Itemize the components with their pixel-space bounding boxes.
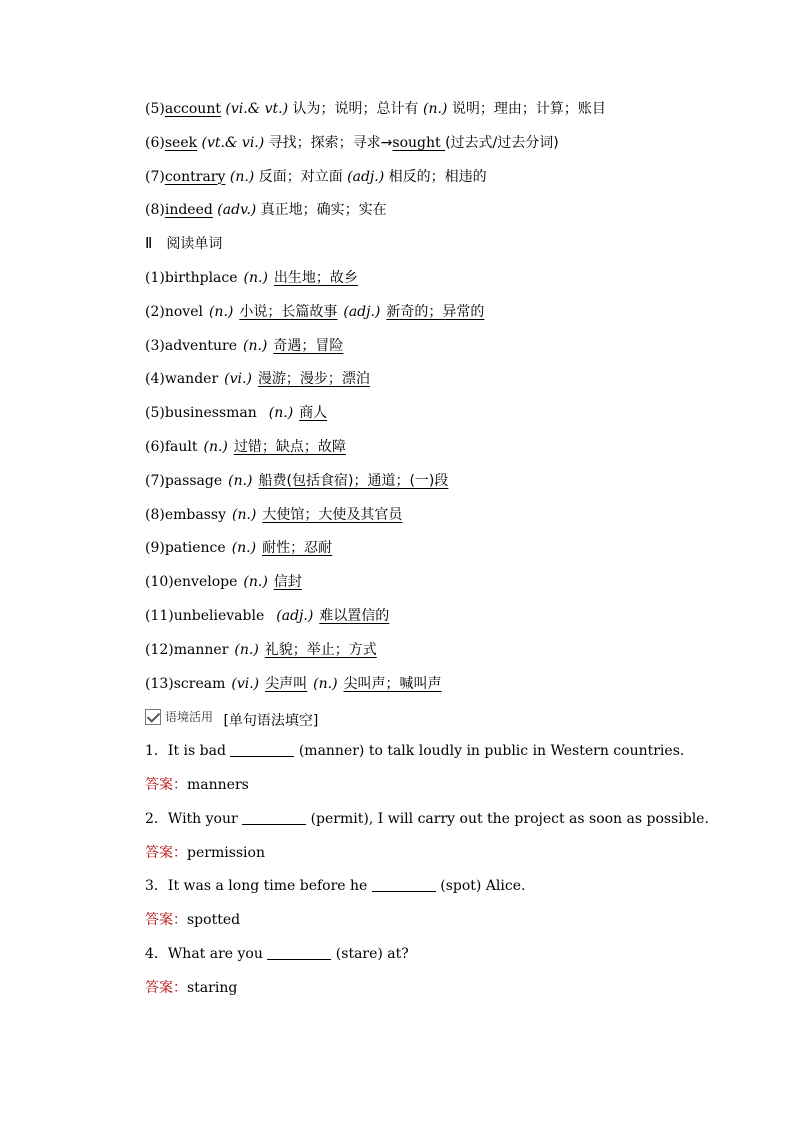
vocab-word: seek [164, 134, 198, 151]
vocab-word: envelope [173, 574, 238, 591]
question: 4．What are you (stare) at? [145, 945, 409, 962]
part-of-speech: (vi.) [231, 675, 260, 692]
answer-line [145, 907, 745, 941]
answer-blank[interactable] [267, 944, 331, 960]
list-item: (7)passage (n.) 船费(包括食宿)；通道；(一)段 [145, 472, 449, 489]
answer-label: 答案： [145, 844, 187, 861]
part-of-speech: (n.) [228, 472, 253, 489]
vocab-word: indeed [164, 202, 213, 219]
list-item: (10)envelope (n.) 信封 [145, 574, 302, 591]
definition: 过错；缺点；故障 [233, 438, 346, 455]
vocab-word: manner [173, 641, 229, 658]
definition: 漫游；漫步；漂泊 [257, 371, 370, 388]
vocab-word: passage [164, 472, 223, 489]
list-item: (12)manner (n.) 礼貌；举止；方式 [145, 641, 377, 658]
definition: 尖声叫 [265, 675, 308, 692]
answer-text: manners [187, 776, 249, 793]
part-of-speech: (vi.) [224, 371, 252, 388]
list-item: (11)unbelievable (adj.) 难以置信的 [145, 607, 390, 624]
part-of-speech: (n.) [231, 540, 257, 557]
list-item: (6)fault (n.) 过错；缺点；故障 [145, 438, 346, 455]
definition: 大使馆；大使及其官员 [262, 506, 403, 523]
vocab-item [145, 197, 745, 231]
definition: 寻找；探索；寻求→ [268, 134, 393, 151]
practice-title: [单句语法填空] [223, 713, 319, 730]
part-of-speech: (adj.) [347, 168, 385, 185]
part-of-speech: (n.) [243, 269, 268, 286]
part-of-speech: (n.) [243, 574, 268, 591]
definition: 商人 [299, 405, 328, 422]
definition: 认为；说明；总计有 [292, 101, 419, 117]
vocab-word: adventure [164, 337, 237, 354]
answer-blank[interactable] [230, 741, 294, 757]
question-list [145, 738, 745, 1008]
vocab-word: account [164, 101, 221, 117]
item-number: (5) [145, 101, 165, 117]
definition: 信封 [273, 574, 302, 591]
vocab-word: fault [164, 438, 198, 455]
list-item: (4)wander (vi.) 漫游；漫步；漂泊 [145, 371, 370, 388]
answer-line [145, 840, 745, 874]
part-of-speech: (n.) [234, 641, 259, 658]
list-item: (9)patience (n.) 耐性；忍耐 [145, 540, 333, 557]
list-item: (13)scream (vi.) 尖声叫 (n.) 尖叫声；喊叫声 [145, 675, 442, 692]
definition: 船费(包括食宿)；通道；(一)段 [258, 472, 449, 489]
answer-line [145, 975, 745, 1009]
list-item: (3)adventure (n.) 奇遇；冒险 [145, 337, 344, 354]
reading-word-list [145, 265, 745, 704]
vocab-word: birthplace [164, 269, 238, 286]
part-of-speech: (n.) [208, 303, 234, 320]
vocab-item [145, 130, 745, 164]
item-number: (6) [145, 134, 165, 151]
part-of-speech: (vt.& vi.) [201, 134, 265, 151]
list-item: (8)embassy (n.) 大使馆；大使及其官员 [145, 506, 403, 523]
document-page [145, 96, 745, 1009]
practice-heading [145, 704, 745, 738]
definition: 真正地；确实；实在 [260, 202, 387, 219]
vocab-word: patience [164, 540, 226, 557]
part-of-speech: (n.) [268, 405, 294, 422]
definition: 耐性；忍耐 [262, 540, 333, 557]
item-number: (8) [145, 202, 165, 219]
definition: 相反的；相违的 [388, 168, 487, 185]
list-item: (1)birthplace (n.) 出生地；故乡 [145, 269, 358, 286]
answer-label: 答案： [145, 776, 187, 793]
part-of-speech: (adj.) [276, 607, 314, 624]
vocab-word: wander [164, 371, 219, 388]
answer-blank[interactable] [372, 876, 436, 892]
vocab-word: scream [173, 675, 226, 692]
vocab-word: unbelievable [173, 607, 265, 624]
section-heading [145, 231, 745, 265]
practice-tag [145, 704, 213, 730]
definition: 小说；长篇故事 [239, 303, 338, 320]
definition: 奇遇；冒险 [273, 337, 344, 354]
list-item: (5)businessman (n.) 商人 [145, 405, 328, 422]
part-of-speech: (n.) [229, 168, 255, 185]
vocab-word: businessman [164, 405, 257, 422]
part-of-speech: (adj.) [343, 303, 381, 320]
question: 1．It is bad (manner) to talk loudly in public in Western countries. [145, 743, 685, 760]
practice-tag-label: 语境活用 [165, 710, 214, 725]
vocab-item [145, 96, 745, 130]
answer-text: spotted [187, 912, 241, 929]
word-form: sought [392, 134, 446, 151]
answer-text: permission [187, 844, 265, 861]
definition: 新奇的；异常的 [386, 303, 485, 320]
answer-label: 答案： [145, 912, 187, 929]
item-number: (7) [145, 168, 165, 185]
question: 3．It was a long time before he (spot) Alice. [145, 878, 526, 895]
definition: 出生地；故乡 [273, 269, 358, 286]
answer-label: 答案： [145, 979, 187, 996]
definition: 礼貌；举止；方式 [264, 641, 377, 658]
vocab-item [145, 164, 745, 198]
definition: 尖叫声；喊叫声 [343, 675, 442, 692]
definition: 说明；理由；计算；账目 [451, 101, 606, 117]
definition: 难以置信的 [319, 607, 390, 624]
list-item: (2)novel (n.) 小说；长篇故事 (adj.) 新奇的；异常的 [145, 303, 485, 320]
word-form-note: (过去式/过去分词) [445, 134, 559, 151]
part-of-speech: (n.) [203, 438, 228, 455]
part-of-speech: (adv.) [217, 202, 257, 219]
definition: 反面；对立面 [258, 168, 343, 185]
part-of-speech: (n.) [313, 675, 338, 692]
part-of-speech: (n.) [242, 337, 268, 354]
answer-text: staring [187, 979, 238, 996]
part-of-speech: (n.) [423, 101, 448, 117]
section-numeral: Ⅱ [145, 236, 153, 253]
question: 2．With your (permit), I will carry out the project as soon as possible. [145, 810, 709, 827]
section-title: 阅读单词 [166, 236, 223, 253]
answer-line [145, 772, 745, 806]
part-of-speech: (n.) [232, 506, 257, 523]
part-of-speech: (vi.& vt.) [225, 101, 289, 117]
checkbox-icon [145, 709, 161, 725]
answer-blank[interactable] [242, 809, 306, 825]
vocab-word: contrary [164, 168, 226, 185]
vocab-word: embassy [164, 506, 226, 523]
vocab-word: novel [164, 303, 203, 320]
